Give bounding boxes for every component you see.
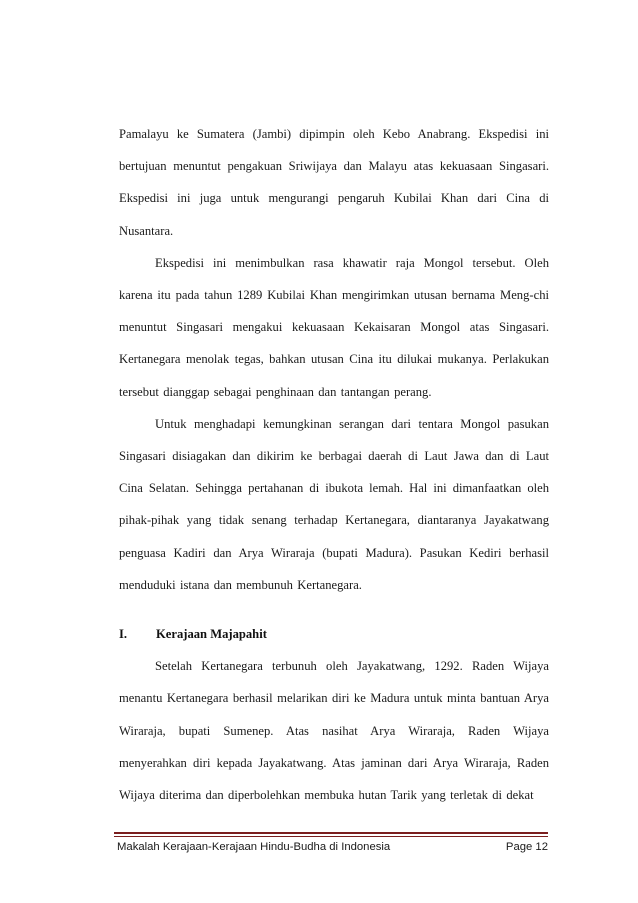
footer-title: Makalah Kerajaan-Kerajaan Hindu-Budha di Indonesia	[117, 841, 391, 853]
page-number: Page 12	[505, 841, 548, 853]
section-title: Kerajaan Majapahit	[156, 627, 267, 642]
section-number: I.	[119, 627, 128, 642]
paragraph-raden-wijaya: Setelah Kertanegara terbunuh oleh Jayakatwang, 1292. Raden Wijaya menantu Kertanegara berhasil melarikan diri ke Madura untuk minta bantuan Arya Wiraraja, bupati Sumenep. Atas nasihat Arya Wiraraja, Raden Wijaya menyerahkan diri kepada Jayakatwang. Atas jaminan dari Arya Wiraraja, Raden Wijaya diterima dan diperbolehkan membuka hutan Tarik yang terletak di dekat	[119, 659, 549, 803]
page-body	[119, 118, 549, 811]
paragraph-singasari-defense: Untuk menghadapi kemungkinan serangan dari tentara Mongol pasukan Singasari disiagakan dan dikirim ke berbagai daerah di Laut Jawa dan di Laut Cina Selatan. Sehingga pertahanan di ibukota lemah. Hal ini dimanfaatkan oleh pihak-pihak yang tidak senang terhadap Kertanegara, diantaranya Jayakatwang penguasa Kadiri dan Arya Wiraraja (bupati Madura). Pasukan Kediri berhasil menduduki istana dan membunuh Kertanegara.	[119, 416, 549, 592]
footer-rule-thick	[114, 832, 548, 834]
paragraph-pamalayu: Pamalayu ke Sumatera (Jambi) dipimpin oleh Kebo Anabrang. Ekspedisi ini bertujuan menuntut pengakuan Sriwijaya dan Malayu atas kekuasaan Singasari. Ekspedisi ini juga untuk mengurangi pengaruh Kubilai Khan dari Cina di Nusantara.	[119, 127, 549, 238]
footer-rule-thin	[114, 836, 548, 837]
page-footer	[117, 841, 548, 853]
paragraph-mongol-reaction: Ekspedisi ini menimbulkan rasa khawatir raja Mongol tersebut. Oleh karena itu pada tahun 1289 Kubilai Khan mengirimkan utusan bernama Meng-chi menuntut Singasari mengakui kekuasaan Kekaisaran Mongol atas Singasari. Kertanegara menolak tegas, bahkan utusan Cina itu dilukai mukanya. Perlakukan tersebut dianggap sebagai penghinaan dan tantangan perang.	[119, 255, 549, 399]
section-heading	[119, 618, 549, 650]
